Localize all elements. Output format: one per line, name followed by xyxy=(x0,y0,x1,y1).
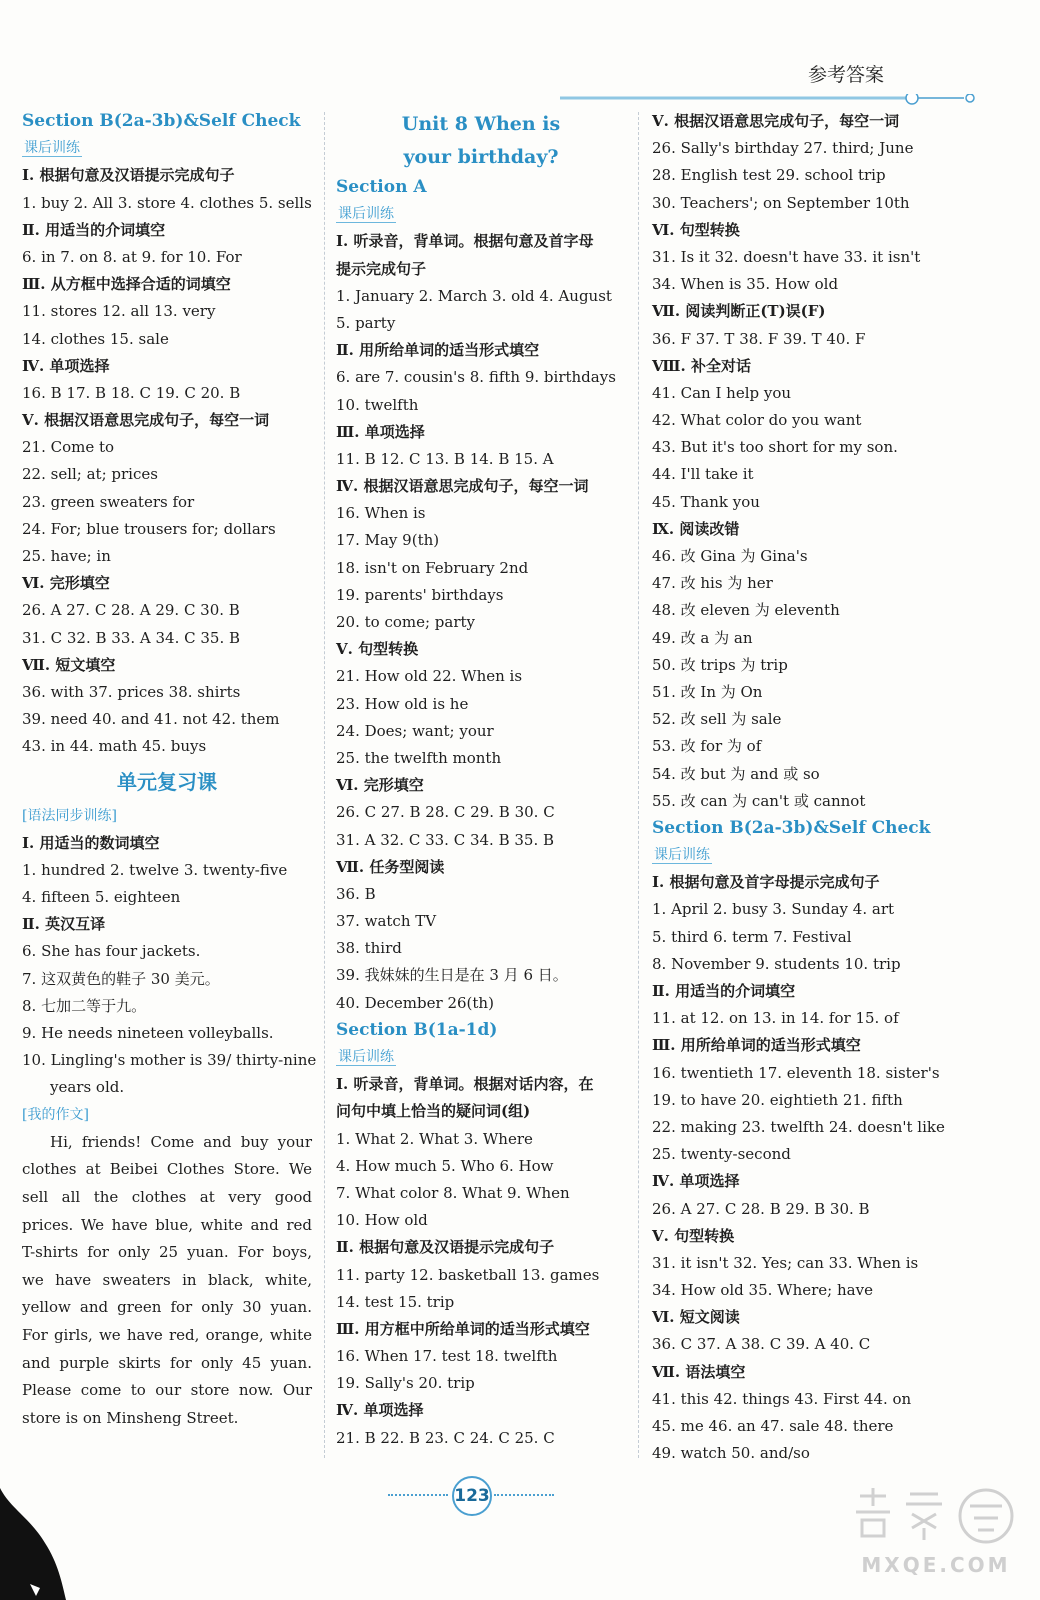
answer-line: 30. Teachers'; on September 10th xyxy=(652,193,910,212)
section-heading: Section B(2a-3b)&Self Check xyxy=(652,817,931,838)
answer-line: 1. April 2. busy 3. Sunday 4. art xyxy=(652,900,895,919)
answer-line: 45. Thank you xyxy=(652,492,760,511)
part-heading: Ⅳ. 单项选择 xyxy=(652,1172,740,1191)
answer-line: 36. with 37. prices 38. shirts xyxy=(22,682,241,701)
answer-line: 21. B 22. B 23. C 24. C 25. C xyxy=(336,1428,555,1447)
answer-line: 8. November 9. students 10. trip xyxy=(652,954,901,973)
answer-line: 36. C 37. A 38. C 39. A 40. C xyxy=(652,1335,871,1354)
part-heading: Ⅰ. 用适当的数词填空 xyxy=(22,833,160,852)
part-heading: Ⅱ. 用适当的介词填空 xyxy=(652,982,796,1000)
answer-line: 55. 改 can 为 can't 或 cannot xyxy=(652,791,866,810)
answer-line: 26. A 27. C 28. B 29. B 30. B xyxy=(652,1199,870,1218)
answer-line: 49. watch 50. and/so xyxy=(652,1444,810,1463)
answer-line: 23. How old is he xyxy=(336,694,469,713)
part-heading: Ⅴ. 句型转换 xyxy=(336,640,419,659)
column-1 xyxy=(22,108,317,1432)
answer-line: 31. C 32. B 33. A 34. C 35. B xyxy=(22,628,241,647)
answer-line: 23. green sweaters for xyxy=(22,492,195,511)
answer-line: 19. Sally's 20. trip xyxy=(336,1374,475,1393)
footer-dots-right xyxy=(494,1494,554,1496)
answer-line: 41. this 42. things 43. First 44. on xyxy=(652,1389,912,1408)
answer-line: 25. twenty-second xyxy=(652,1145,791,1164)
watermark-url: MXQE.COM xyxy=(861,1553,1011,1577)
part-heading: Ⅶ. 阅读判断正(T)误(F) xyxy=(652,302,826,321)
unit-title-line-2: your birthday? xyxy=(403,146,559,168)
answer-line: 18. isn't on February 2nd xyxy=(336,558,529,577)
answer-line: 11. stores 12. all 13. very xyxy=(22,302,216,321)
header-title: 参考答案 xyxy=(808,64,885,86)
part-heading: Ⅸ. 阅读改错 xyxy=(652,519,740,538)
section-heading: Section B(2a-3b)&Self Check xyxy=(22,111,301,131)
answer-line: 4. fifteen 5. eighteen xyxy=(22,888,181,907)
exercise-tag: [我的作文] xyxy=(22,1106,89,1123)
answer-line: 31. Is it 32. doesn't have 33. it isn't xyxy=(652,247,921,266)
answer-line: 14. clothes 15. sale xyxy=(22,329,169,348)
exercise-tag: 课后训练 xyxy=(338,206,394,223)
answer-line: 31. A 32. C 33. C 34. B 35. B xyxy=(336,830,555,849)
answer-line: 21. How old 22. When is xyxy=(336,667,523,686)
part-heading: Ⅳ. 单项选择 xyxy=(22,356,110,375)
part-heading: Ⅵ. 句型转换 xyxy=(652,220,740,239)
part-heading: Ⅲ. 从方框中选择合适的词填空 xyxy=(22,275,231,294)
part-heading: Ⅶ. 语法填空 xyxy=(652,1362,746,1381)
part-heading: Ⅴ. 根据汉语意思完成句子，每空一词 xyxy=(652,112,900,130)
part-heading: Ⅱ. 用所给单词的适当形式填空 xyxy=(336,341,540,360)
review-title: 单元复习课 xyxy=(117,769,217,794)
answer-line: 10. How old xyxy=(336,1211,428,1230)
answer-line: 48. 改 eleven 为 eleventh xyxy=(652,601,840,620)
part-heading: Ⅲ. 单项选择 xyxy=(336,422,425,441)
part-heading: Ⅴ. 句型转换 xyxy=(652,1226,735,1245)
answer-line: 10. Lingling's mother is 39/ thirty-nine xyxy=(22,1051,317,1070)
answer-line: 34. How old 35. Where; have xyxy=(652,1281,873,1300)
answer-line: 36. B xyxy=(336,884,376,903)
page-number: 123 xyxy=(452,1476,492,1516)
answer-line: 6. in 7. on 8. at 9. for 10. For xyxy=(22,247,242,266)
answer-line: 16. B 17. B 18. C 19. C 20. B xyxy=(22,383,241,402)
part-heading: 问句中填上恰当的疑问词(组) xyxy=(336,1102,531,1121)
answer-line: years old. xyxy=(50,1078,125,1097)
answer-line: 16. When 17. test 18. twelfth xyxy=(336,1347,558,1366)
answer-line: 9. He needs nineteen volleyballs. xyxy=(22,1024,274,1042)
answer-line: 24. Does; want; your xyxy=(336,721,494,740)
answer-line: 5. party xyxy=(336,313,396,332)
answer-line: 41. Can I help you xyxy=(652,383,792,402)
answer-line: 1. January 2. March 3. old 4. August xyxy=(336,286,612,305)
answer-line: 38. third xyxy=(336,939,402,958)
answer-line: 16. twentieth 17. eleventh 18. sister's xyxy=(652,1063,940,1082)
answer-line: 36. F 37. T 38. F 39. T 40. F xyxy=(652,329,866,348)
answer-line: 1. What 2. What 3. Where xyxy=(336,1129,533,1148)
part-heading: Ⅲ. 用所给单词的适当形式填空 xyxy=(652,1036,861,1055)
part-heading: Ⅷ. 补全对话 xyxy=(652,356,751,375)
answer-line: 5. third 6. term 7. Festival xyxy=(652,927,852,946)
answer-line: 51. 改 In 为 On xyxy=(652,682,763,701)
answer-line: 47. 改 his 为 her xyxy=(652,574,773,593)
exercise-tag: 课后训练 xyxy=(654,847,710,864)
part-heading: Ⅵ. 完形填空 xyxy=(336,776,424,795)
answer-line: 11. party 12. basketball 13. games xyxy=(336,1265,600,1284)
part-heading: Ⅲ. 用方框中所给单词的适当形式填空 xyxy=(336,1319,590,1338)
answer-line: 43. But it's too short for my son. xyxy=(652,438,898,457)
answer-line: 28. English test 29. school trip xyxy=(652,166,886,185)
answer-line: 10. twelfth xyxy=(336,395,419,414)
answer-line: 14. test 15. trip xyxy=(336,1292,455,1311)
answer-line: 11. at 12. on 13. in 14. for 15. of xyxy=(652,1009,899,1028)
answer-line: 26. Sally's birthday 27. third; June xyxy=(652,139,914,158)
part-heading: Ⅶ. 任务型阅读 xyxy=(336,857,445,876)
part-heading: Ⅳ. 单项选择 xyxy=(336,1401,424,1420)
part-heading: Ⅵ. 完形填空 xyxy=(22,574,110,593)
part-heading: Ⅰ. 听录音，背单词。根据对话内容，在 xyxy=(336,1075,594,1094)
answer-line: 52. 改 sell 为 sale xyxy=(652,710,782,729)
exercise-tag: 课后训练 xyxy=(24,140,80,157)
unit-title-line-1: Unit 8 When is xyxy=(401,113,561,135)
answer-line: 37. watch TV xyxy=(336,912,437,931)
answer-line: 17. May 9(th) xyxy=(336,531,440,550)
part-heading: Ⅱ. 英汉互译 xyxy=(22,915,106,934)
essay-paragraph: Hi, friends! Come and buy your clothes at Beibei Clothes Store. We sell all the clothes at very good prices. We have blue, white and red T-shirts for only 25 yuan. For boys, we have sweaters in black, white, yellow and green for only 30 yuan. For girls, we have red, orange, white and purple skirts for only 45 yuan. Please come to our store now. Our store is on Minsheng Street. xyxy=(22,1132,312,1427)
answer-line: 19. parents' birthdays xyxy=(336,585,504,604)
answer-line: 26. C 27. B 28. C 29. B 30. C xyxy=(336,803,555,822)
answer-line: 1. hundred 2. twelve 3. twenty-five xyxy=(22,860,288,879)
section-heading: Section B(1a-1d) xyxy=(336,1019,498,1040)
exercise-tag: 课后训练 xyxy=(338,1049,394,1065)
answer-line: 49. 改 a 为 an xyxy=(652,628,753,647)
section-heading: Section A xyxy=(336,177,427,197)
header-rule xyxy=(560,94,978,106)
part-heading: Ⅰ. 听录音，背单词。根据句意及首字母 xyxy=(336,232,594,251)
answer-line: 8. 七加二等于九。 xyxy=(22,996,147,1015)
answer-line: 24. For; blue trousers for; dollars xyxy=(22,519,276,538)
answer-line: 54. 改 but 为 and 或 so xyxy=(652,764,820,783)
part-heading: Ⅱ. 根据句意及汉语提示完成句子 xyxy=(336,1238,555,1257)
answer-line: 25. the twelfth month xyxy=(336,748,502,767)
answer-line: 39. need 40. and 41. not 42. them xyxy=(22,710,280,729)
part-heading: Ⅴ. 根据汉语意思完成句子，每空一词 xyxy=(22,411,270,430)
answer-line: 20. to come; party xyxy=(336,613,476,631)
answer-line: 7. What color 8. What 9. When xyxy=(336,1183,570,1202)
exercise-tag: [语法同步训练] xyxy=(22,807,117,824)
part-heading: 提示完成句子 xyxy=(336,259,427,278)
watermark-logo xyxy=(846,1484,1026,1584)
answer-line: 46. 改 Gina 为 Gina's xyxy=(652,547,808,565)
column-divider-1 xyxy=(324,112,325,1458)
answer-line: 21. Come to xyxy=(22,438,115,457)
answer-line: 53. 改 for 为 of xyxy=(652,737,762,756)
part-heading: Ⅵ. 短文阅读 xyxy=(652,1308,740,1327)
footer-dots-left xyxy=(388,1494,448,1496)
answer-line: 19. to have 20. eightieth 21. fifth xyxy=(652,1090,903,1109)
answer-line: 26. A 27. C 28. A 29. C 30. B xyxy=(22,601,240,620)
part-heading: Ⅰ. 根据句意及首字母提示完成句子 xyxy=(652,873,880,892)
answer-line: 42. What color do you want xyxy=(652,411,862,430)
corner-ink-mark xyxy=(0,1488,70,1600)
answer-line: 6. She has four jackets. xyxy=(22,942,201,961)
answer-line: 43. in 44. math 45. buys xyxy=(22,737,207,756)
part-heading: Ⅱ. 用适当的介词填空 xyxy=(22,220,166,239)
column-3 xyxy=(652,108,952,1467)
answer-line: 6. are 7. cousin's 8. fifth 9. birthdays xyxy=(336,368,616,387)
answer-line: 31. it isn't 32. Yes; can 33. When is xyxy=(652,1253,919,1272)
answer-line: 4. How much 5. Who 6. How xyxy=(336,1156,554,1175)
column-2 xyxy=(336,108,626,1452)
answer-line: 22. sell; at; prices xyxy=(22,465,158,484)
part-heading: Ⅳ. 根据汉语意思完成句子，每空一词 xyxy=(336,477,589,496)
answer-line: 44. I'll take it xyxy=(652,465,754,484)
answer-line: 1. buy 2. All 3. store 4. clothes 5. sells xyxy=(22,193,312,212)
part-heading: Ⅰ. 根据句意及汉语提示完成句子 xyxy=(22,166,235,185)
answer-line: 22. making 23. twelfth 24. doesn't like xyxy=(652,1117,945,1136)
answer-line: 40. December 26(th) xyxy=(336,993,494,1012)
answer-line: 45. me 46. an 47. sale 48. there xyxy=(652,1417,894,1435)
column-divider-2 xyxy=(638,112,639,1458)
answer-line: 25. have; in xyxy=(22,547,111,565)
answer-line: 11. B 12. C 13. B 14. B 15. A xyxy=(336,449,554,468)
answer-line: 39. 我妹妹的生日是在 3 月 6 日。 xyxy=(336,966,568,985)
answer-line: 34. When is 35. How old xyxy=(652,275,839,294)
answer-line: 50. 改 trips 为 trip xyxy=(652,655,788,674)
part-heading: Ⅶ. 短文填空 xyxy=(22,655,116,674)
answer-line: 7. 这双黄色的鞋子 30 美元。 xyxy=(22,969,220,988)
answer-line: 16. When is xyxy=(336,504,426,523)
